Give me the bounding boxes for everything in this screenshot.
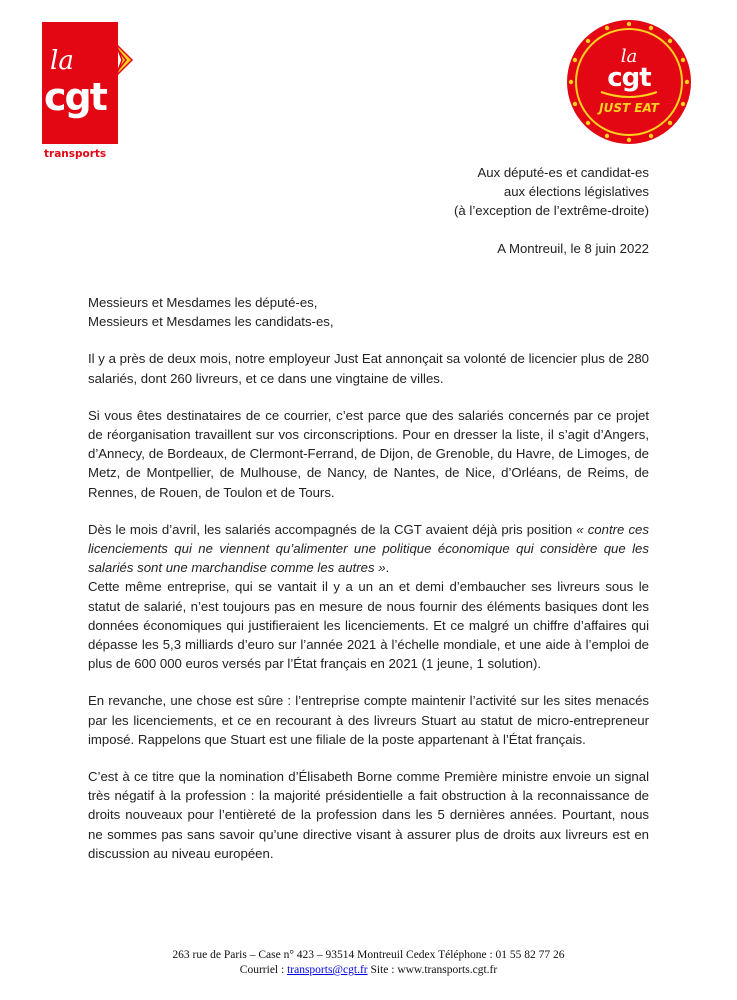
paragraph-6: C’est à ce titre que la nomination d’Élisabeth Borne comme Première ministre envoie un signal très négatif à la profession : la majorité présidentielle a fait obstruction à la reconnaissance de droits nouveaux pour l’entièreté de la profession dans les 5 dernières années. Pourtant, nous ne sommes pas sans savoir qu’une directive visant à assurer plus de droits aux livreurs est en discussion au niveau européen. [88, 769, 649, 861]
seal-cgt-text: cgt [607, 63, 651, 93]
paragraph-2: Si vous êtes destinataires de ce courrier, c’est parce que des salariés concernés par ce projet de réorganisation travaillent sur vos circonscriptions. Pour en dresser la liste, il s’agit d’Angers, d’Annecy, de Bordeaux, de Clermont-Ferrand, de Dijon, de Grenoble, du Havre, de Limoges, de Metz, de Montpellier, de Mulhouse, de Nancy, de Nantes, de Nice, d’Orléans, de Reims, de Rennes, de Rouen, de Toulon et de Tours. [88, 407, 649, 500]
recipient-line: Aux député-es et candidat-es [477, 165, 649, 180]
salutation-line: Messieurs et Mesdames les député-es, [88, 295, 318, 310]
paragraph-4: Cette même entreprise, qui se vantait il y a un an et demi d’embaucher ses livreurs sous le statut de salarié, n’est toujours pas en mesure de nous fournir des éléments basiques dont les données économiques qui justifieraient les licenciements. Et ce malgré un chiffre d’affaires qui dépasse les 5,3 milliards d’euro sur l’année 2021 à l’échelle mondiale, et une aide à l’emploi de plus de 600 000 euros versés par l’État français en 2021 (1 jeune, 1 solution). [88, 579, 649, 672]
footer-address: 263 rue de Paris – Case n° 423 – 93514 Montreuil Cedex Téléphone : 01 55 82 77 26 [172, 949, 565, 961]
letter-date: A Montreuil, le 8 juin 2022 [497, 241, 649, 256]
cgt-just-eat-logo [565, 18, 693, 146]
email-link[interactable]: transports@cgt.fr [287, 964, 368, 976]
letter-body [88, 293, 649, 881]
paragraph-3-text: Dès le mois d’avril, les salariés accompagnés de la CGT avaient déjà pris position [88, 521, 577, 537]
paragraph-3-end: . [385, 560, 390, 576]
recipient-line: aux élections législatives [503, 184, 649, 199]
recipient-block [454, 163, 649, 220]
footer-courriel-label: Courriel : [239, 964, 288, 976]
letter-footer [0, 948, 737, 978]
footer-site: Site : www.transports.cgt.fr [367, 964, 498, 976]
cgt-transports-logo [42, 22, 134, 160]
cgt-quote: « contre ces licenciements qui ne viennent qu’alimenter une politique économique qui considère que les salariés sont une marchandise comme les autres » [88, 521, 649, 576]
paragraph-1: Il y a près de deux mois, notre employeur Just Eat annonçait sa volonté de licencier plus de 280 salariés, dont 260 livreurs, et ce dans une vingtaine de villes. [88, 351, 649, 386]
paragraph-3 [88, 520, 649, 578]
paragraph-5: En revanche, une chose est sûre : l’entreprise compte maintenir l’activité sur les sites menacés par les licenciements, et ce en recourant à des livreurs Stuart au statut de micro-entrepreneur imposé. Rappelons que Stuart est une filiale de la poste appartenant à l’État français. [88, 693, 649, 747]
logo-cgt-text: cgt [44, 75, 106, 119]
logo-transports-text: transports [44, 148, 107, 160]
logo-flame-icon [114, 42, 134, 78]
logo-la-text: la [50, 46, 74, 76]
recipient-line: (à l’exception de l’extrême-droite) [454, 203, 649, 218]
salutation [88, 293, 649, 331]
seal-la-text: la [620, 46, 638, 67]
salutation-line: Messieurs et Mesdames les candidats-es, [88, 314, 334, 330]
footer-contact [0, 963, 737, 978]
seal-just-eat-text: JUST EAT [599, 101, 659, 115]
